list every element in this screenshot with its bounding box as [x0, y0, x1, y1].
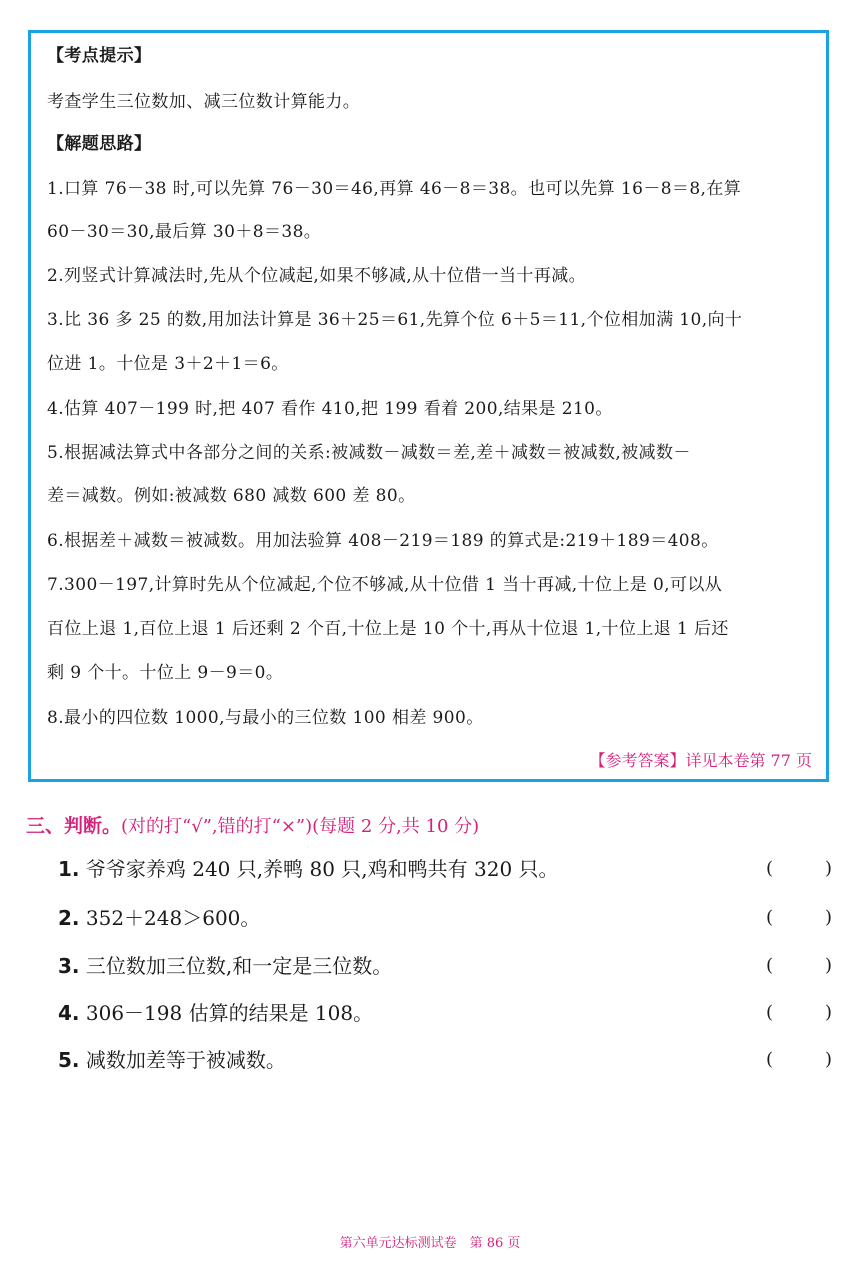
question-number: 4.	[58, 1001, 80, 1025]
question-number: 5.	[58, 1048, 80, 1072]
question-2	[58, 904, 832, 932]
paren-close: )	[824, 1002, 832, 1023]
question-number: 3.	[58, 954, 80, 978]
answer-blank[interactable]	[766, 1046, 832, 1074]
tips-box	[28, 30, 829, 782]
page-footer: 第六单元达标测试卷 第 86 页	[339, 1236, 521, 1251]
section-title	[26, 814, 479, 839]
kaodian-header: 【考点提示】	[47, 46, 152, 66]
tip-line: 7.300－197,计算时先从个位减起,个位不够减,从十位借 1 当十再减,十位上是 0,可以从	[47, 575, 723, 595]
answer-blank[interactable]	[766, 999, 832, 1027]
paren-open: (	[766, 955, 774, 976]
jieti-header: 【解题思路】	[47, 134, 152, 154]
tip-line: 6.根据差＋减数＝被减数。用加法验算 408－219＝189 的算式是:219＋189＝408。	[47, 531, 719, 551]
question-text: 三位数加三位数,和一定是三位数。	[79, 954, 393, 978]
answer-blank[interactable]	[766, 904, 832, 932]
section-instruction: (对的打“√”,错的打“×”)(每题 2 分,共 10 分)	[121, 816, 480, 837]
answer-blank[interactable]	[766, 855, 832, 883]
tip-line: 5.根据减法算式中各部分之间的关系:被减数－减数＝差,差＋减数＝被减数,被减数－	[47, 443, 691, 463]
tip-line: 百位上退 1,百位上退 1 后还剩 2 个百,十位上是 10 个十,再从十位退 1,十位上退 1 后还	[47, 619, 729, 639]
question-text: 306－198 估算的结果是 108。	[79, 1001, 374, 1025]
tip-line: 4.估算 407－199 时,把 407 看作 410,把 199 看着 200,结果是 210。	[47, 399, 613, 419]
tip-line: 差＝减数。例如:被减数 680 减数 600 差 80。	[47, 486, 416, 506]
tip-line: 60－30＝30,最后算 30＋8＝38。	[47, 222, 322, 242]
tip-line: 剩 9 个十。十位上 9－9＝0。	[47, 663, 284, 683]
question-4	[58, 999, 832, 1027]
tip-line: 3.比 36 多 25 的数,用加法计算是 36＋25＝61,先算个位 6＋5＝11,个位相加满 10,向十	[47, 310, 743, 330]
paren-close: )	[824, 858, 832, 879]
kaodian-text: 考查学生三位数加、减三位数计算能力。	[47, 92, 361, 112]
paren-close: )	[824, 1049, 832, 1070]
question-number: 1.	[58, 857, 80, 881]
question-text: 减数加差等于被减数。	[79, 1048, 286, 1072]
tip-line: 2.列竖式计算减法时,先从个位减起,如果不够减,从十位借一当十再减。	[47, 266, 587, 286]
answer-reference: 【参考答案】详见本卷第 77 页	[589, 751, 812, 770]
question-3	[58, 952, 832, 980]
paren-close: )	[824, 907, 832, 928]
tip-line: 1.口算 76－38 时,可以先算 76－30＝46,再算 46－8＝38。也可以先算 16－8＝8,在算	[47, 179, 742, 199]
answer-blank[interactable]	[766, 952, 832, 980]
question-text: 爷爷家养鸡 240 只,养鸭 80 只,鸡和鸭共有 320 只。	[79, 857, 559, 881]
question-number: 2.	[58, 906, 80, 930]
paren-open: (	[766, 1002, 774, 1023]
paren-open: (	[766, 858, 774, 879]
section-title-label: 三、判断。	[26, 815, 122, 837]
tip-line: 8.最小的四位数 1000,与最小的三位数 100 相差 900。	[47, 708, 484, 728]
paren-open: (	[766, 1049, 774, 1070]
question-text: 352＋248＞600。	[79, 906, 261, 930]
paren-open: (	[766, 907, 774, 928]
paren-close: )	[824, 955, 832, 976]
question-5	[58, 1046, 832, 1074]
tip-line: 位进 1。十位是 3＋2＋1＝6。	[47, 354, 289, 374]
question-1	[58, 855, 832, 883]
